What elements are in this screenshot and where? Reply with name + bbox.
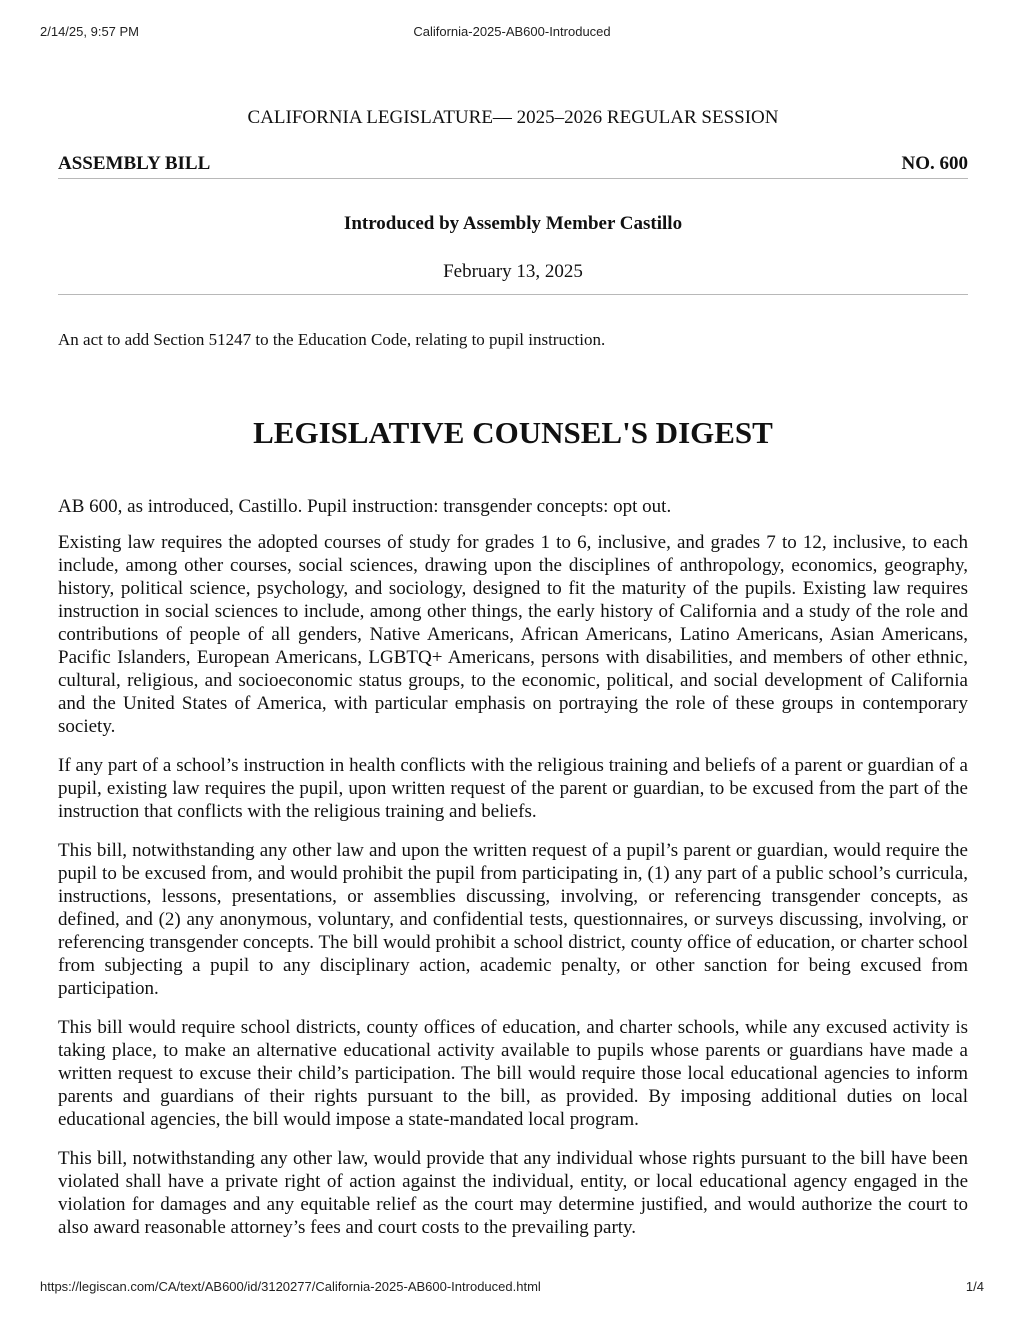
digest-title: LEGISLATIVE COUNSEL'S DIGEST: [253, 415, 773, 450]
bill-number: NO. 600: [901, 153, 968, 174]
introduced-date: February 13, 2025: [58, 260, 968, 295]
introduced-by: Introduced by Assembly Member Castillo: [343, 213, 683, 234]
digest-subtitle: AB 600, as introduced, Castillo. Pupil instruction: transgender concepts: opt out.: [58, 496, 672, 517]
digest-paragraph: If any part of a school’s instruction in health conflicts with the religious training and beliefs of a parent or guardian of a pupil, existing law requires the pupil, upon written request of the parent or guardian, to be excused from the part of the instruction that conflicts with the religious training and beliefs.: [58, 755, 968, 822]
bill-heading-line: [58, 152, 968, 179]
page-indicator: 1/4: [965, 1279, 984, 1294]
bill-document: [58, 98, 968, 1239]
digest-paragraph: This bill would require school districts, county offices of education, and charter schools, while any excused activity is taking place, to make an alternative educational activity available to pupils whose parents or guardians have made a written request to excuse their child’s participation. The bill would require those local educational agencies to inform parents and guardians of their rights pursuant to the bill, as provided. By imposing additional duties on local educational agencies, the bill would impose a state-mandated local program.: [58, 1017, 968, 1130]
digest-paragraph: This bill, notwithstanding any other law and upon the written request of a pupil’s parent or guardian, would require the pupil to be excused from, and would prohibit the pupil from participating in, (1) any part of a public school’s curricula, instructions, lessons, presentations, or assemblies discussing, involving, or referencing transgender concepts, as defined, and (2) any anonymous, voluntary, and confidential tests, questionnaires, or surveys discussing, involving, or referencing transgender concepts. The bill would prohibit a school district, county office of education, or charter school from subjecting a pupil to any disciplinary action, academic penalty, or other sanction for being excused from participation.: [58, 840, 968, 999]
print-footer: [40, 1279, 984, 1297]
print-datetime: 2/14/25, 9:57 PM: [40, 24, 140, 39]
digest-paragraph: Existing law requires the adopted courses of study for grades 1 to 6, inclusive, and grades 7 to 12, inclusive, to each include, among other courses, social sciences, drawing upon the disciplines of anthropology, economics, geography, history, political science, psychology, and sociology, designed to fit the maturity of the pupils. Existing law requires instruction in social sciences to include, among other things, the early history of California and a study of the role and contributions of people of all genders, Native Americans, African Americans, Latino Americans, Asian Americans, Pacific Islanders, European Americans, LGBTQ+ Americans, persons with disabilities, and members of other ethnic, cultural, religious, and socioeconomic status groups, to the economic, political, and social development of California and the United States of America, with particular emphasis on portraying the role of these groups in contemporary society.: [58, 532, 968, 737]
bill-type: ASSEMBLY BILL: [58, 153, 211, 174]
digest-paragraph: This bill, notwithstanding any other law, would provide that any individual whose rights pursuant to the bill have been violated shall have a private right of action against the individual, entity, or local educational agency engaged in the violation for damages and any equitable relief as the court may determine justified, and would authorize the court to also award reasonable attorney’s fees and court costs to the prevailing party.: [58, 1148, 968, 1238]
page-url: https://legiscan.com/CA/text/AB600/id/3120277/California-2025-AB600-Introduced.html: [40, 1279, 541, 1294]
print-header: [40, 24, 984, 42]
print-page-title: California-2025-AB600-Introduced: [413, 24, 611, 39]
act-description: An act to add Section 51247 to the Education Code, relating to pupil instruction.: [58, 330, 606, 349]
session-heading: CALIFORNIA LEGISLATURE— 2025–2026 REGULAR SESSION: [247, 107, 779, 128]
